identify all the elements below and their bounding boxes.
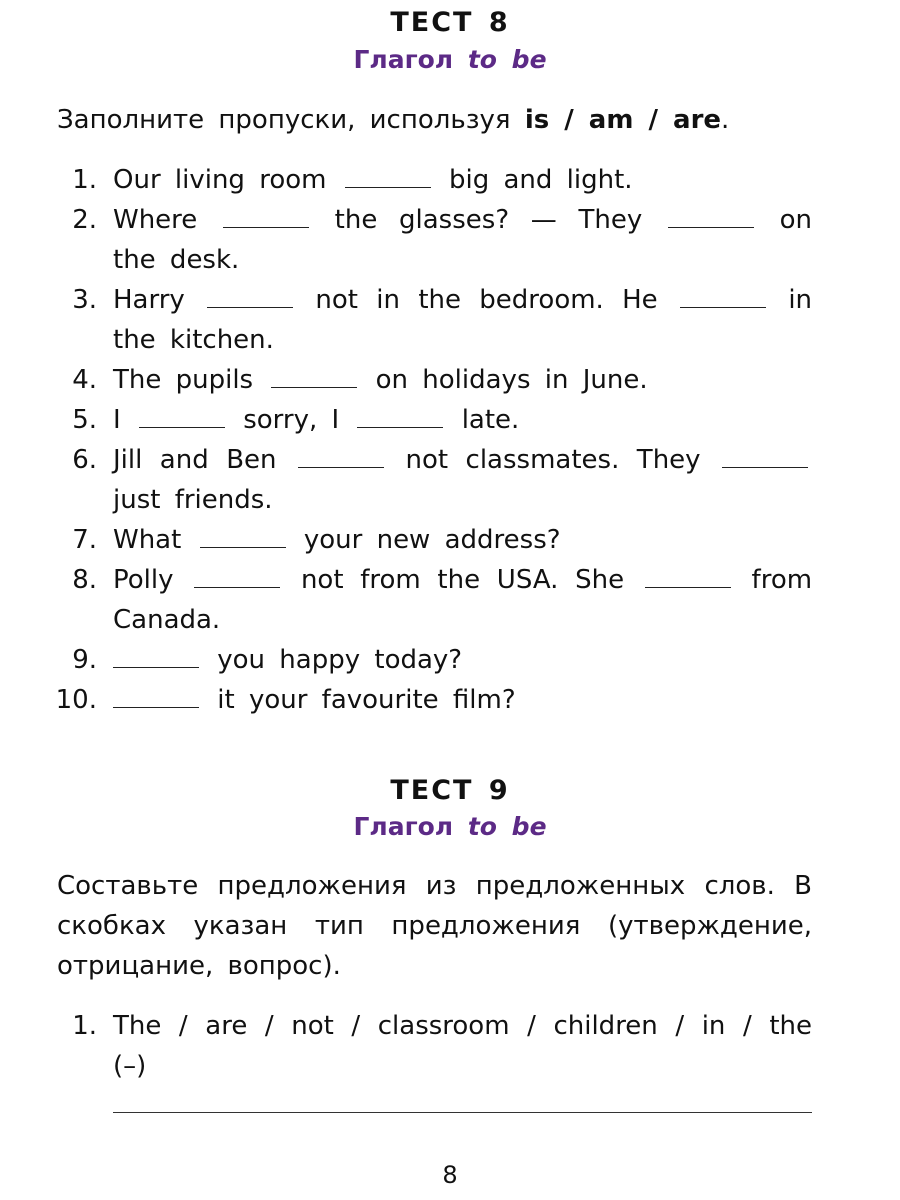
test8-subtitle-em: to be [467,45,547,74]
item-text: on the desk. [113,205,812,275]
test8-item [0,560,900,640]
item-number: 6. [72,445,97,475]
test9-subtitle-em: to be [467,812,547,841]
item-text: sorry, I [243,405,340,435]
item-text: in the kitchen. [113,285,813,355]
test8-instruction [57,100,812,140]
test8-items [0,160,900,720]
item-text: big and light. [449,165,633,195]
item-text: not classmates. They [405,445,701,475]
item-number: 4. [72,365,97,395]
test8-item [0,200,900,280]
test9-item [0,1006,900,1086]
item-text: your new address? [303,525,561,555]
answer-blank[interactable] [345,161,431,188]
item-text: The pupils [113,365,254,395]
item-text: Harry [113,285,185,315]
test9-instruction: Составьте предложения из предложенных слов. В скобках указан тип предложения (утверждение, отрицание, вопрос). [57,871,812,981]
item-number: 7. [72,525,97,555]
item-text: late. [461,405,520,435]
answer-blank[interactable] [668,201,754,228]
item-text: What [113,525,182,555]
answer-blank[interactable] [722,441,808,468]
answer-blank[interactable] [113,681,199,708]
item-text: Our living room [113,165,327,195]
test9-items [0,1006,900,1086]
answer-blank[interactable] [113,641,199,668]
answer-blank[interactable] [645,561,731,588]
answer-blank[interactable] [680,281,766,308]
item-number: 1. [72,1011,97,1041]
test8-instruction-post: . [721,105,730,135]
item-number: 2. [72,205,97,235]
item-text: not from the USA. She [300,565,625,595]
test8-item [0,520,900,560]
test8-item [0,680,900,720]
answer-blank[interactable] [223,201,309,228]
item-text: from Canada. [113,565,813,635]
item-number: 8. [72,565,97,595]
answer-blank[interactable] [271,361,357,388]
test9-subtitle [0,812,900,842]
test8-item [0,280,900,360]
answer-blank[interactable] [298,441,384,468]
test8-subtitle [0,45,900,75]
page-number: 8 [442,1161,458,1189]
test8-item [0,640,900,680]
answer-blank[interactable] [139,401,225,428]
test8-subtitle-main: Глагол [353,45,454,74]
answer-blank[interactable] [207,281,293,308]
item-number: 10. [55,685,97,715]
test8-item [0,160,900,200]
answer-blank[interactable] [357,401,443,428]
item-text: Jill and Ben [113,445,277,475]
item-text: Where [113,205,198,235]
test8-instruction-bold: is / am / are [524,105,722,135]
item-number: 9. [72,645,97,675]
test9-title: ТЕСТ 9 [390,775,510,806]
test8-item [0,440,900,520]
item-text: Polly [113,565,174,595]
item-text: you happy today? [217,645,463,675]
test8-instruction-pre: Заполните пропуски, используя [57,105,511,135]
item-text: just friends. [113,485,273,515]
item-text: The / are / not / classroom / children / in / the (–) [113,1011,812,1081]
test8-item [0,400,900,440]
item-number: 3. [72,285,97,315]
item-text: the glasses? — They [334,205,643,235]
answer-blank[interactable] [194,561,280,588]
item-number: 5. [72,405,97,435]
answer-blank[interactable] [200,521,286,548]
test8-title: ТЕСТ 8 [390,7,510,38]
item-number: 1. [72,165,97,195]
item-text: on holidays in June. [375,365,648,395]
item-text: not in the bedroom. He [315,285,658,315]
item-text: I [113,405,121,435]
item-text: it your favourite film? [217,685,516,715]
test9-subtitle-main: Глагол [353,812,454,841]
test8-item [0,360,900,400]
answer-line[interactable] [113,1112,812,1113]
